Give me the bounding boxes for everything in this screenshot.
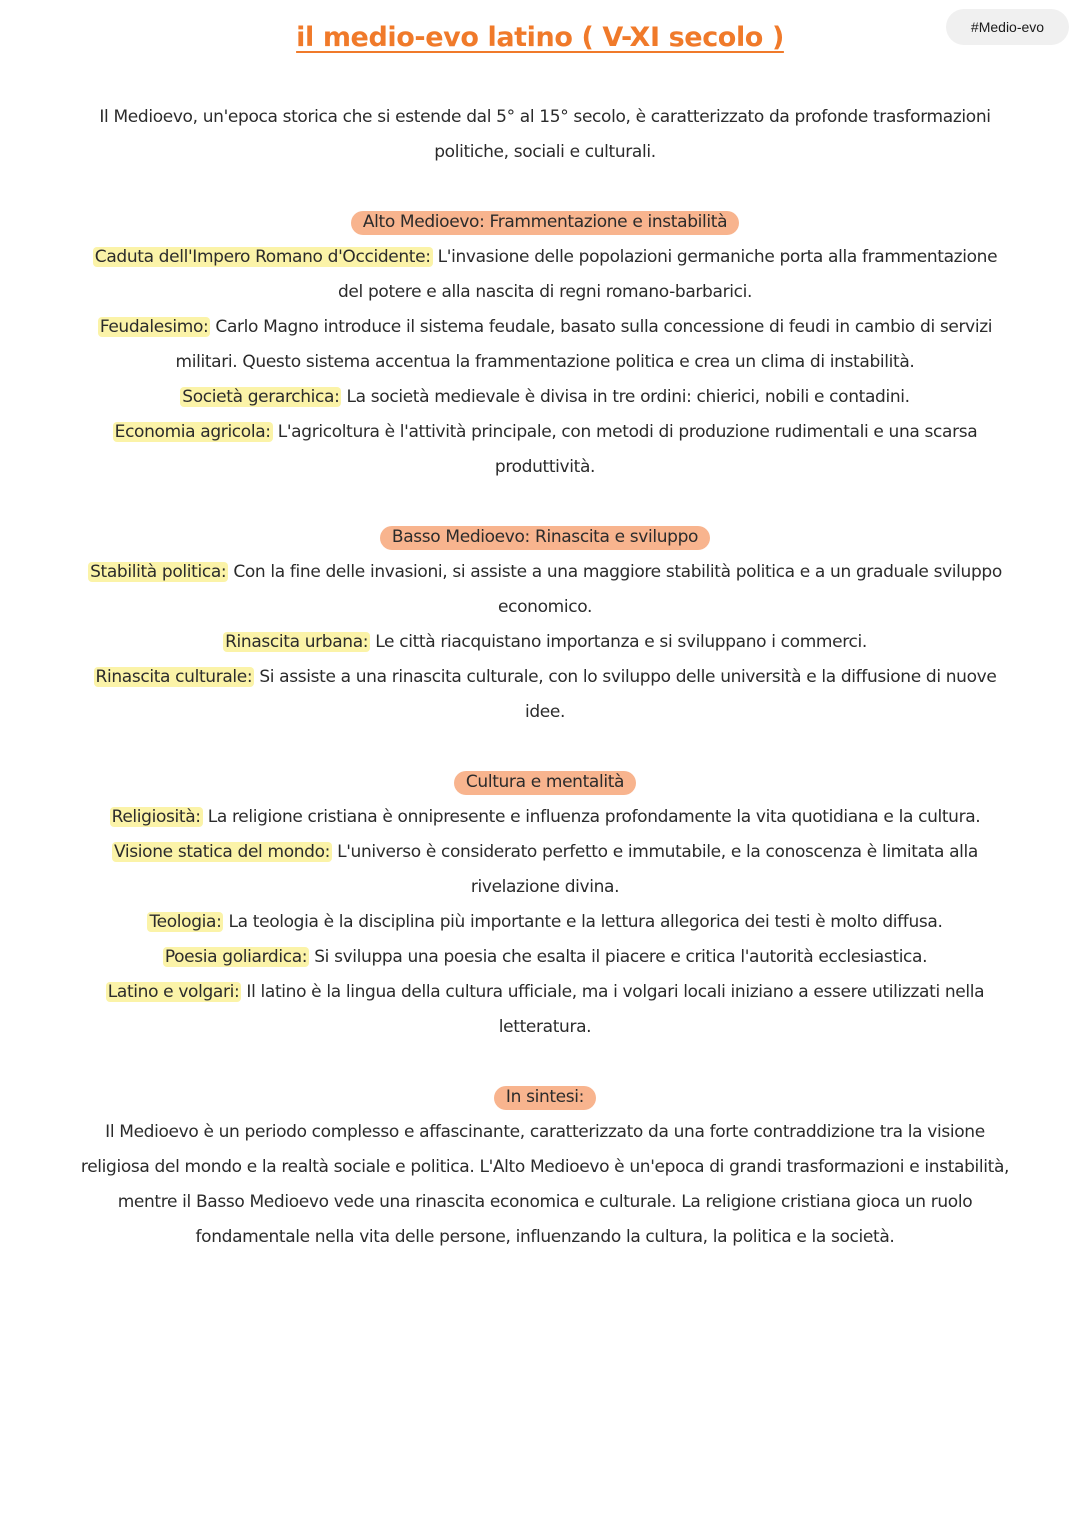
page-title <box>0 22 1080 53</box>
term-highlight: Stabilità politica: <box>90 562 227 582</box>
term-highlight: Rinascita urbana: <box>225 632 369 652</box>
intro-paragraph: Il Medioevo, un'epoca storica che si estende dal 5° al 15° secolo, è caratterizzato da profonde trasformazioni politiche, sociali e culturali. <box>99 107 991 162</box>
term-highlight: Società gerarchica: <box>182 387 340 407</box>
list-item <box>80 975 1010 1045</box>
term-description: L'universo è considerato perfetto e immutabile, e la conoscenza è limitata alla rivelazione divina. <box>332 842 978 897</box>
section-heading-label: Alto Medioevo: Frammentazione e instabilità <box>351 211 739 235</box>
list-item <box>80 660 1010 730</box>
term-description: Il latino è la lingua della cultura ufficiale, ma i volgari locali iniziano a essere utilizzati nella letteratura. <box>241 982 985 1037</box>
summary-paragraph: Il Medioevo è un periodo complesso e affascinante, caratterizzato da una forte contraddizione tra la visione religiosa del mondo e la realtà sociale e politica. L'Alto Medioevo è un'epoca di grandi trasformazioni e instabilità, mentre il Basso Medioevo vede una rinascita economica e culturale. La religione cristiana gioca un ruolo fondamentale nella vita delle persone, influenzando la cultura, la politica e la società. <box>80 1122 1010 1247</box>
term-highlight: Latino e volgari: <box>107 982 240 1002</box>
list-item <box>80 380 1010 415</box>
term-description: Carlo Magno introduce il sistema feudale, basato sulla concessione di feudi in cambio di servizi militari. Questo sistema accentua la frammentazione politica e crea un clima di instabilità. <box>175 317 993 372</box>
list-item <box>80 835 1010 905</box>
term-description: Le città riacquistano importanza e si sviluppano i commerci. <box>370 632 867 652</box>
section-heading-label: Basso Medioevo: Rinascita e sviluppo <box>380 526 710 550</box>
term-highlight: Economia agricola: <box>114 422 271 442</box>
list-item <box>80 625 1010 660</box>
term-highlight: Rinascita culturale: <box>95 667 253 687</box>
document-body <box>80 100 1010 1255</box>
term-highlight: Religiosità: <box>111 807 201 827</box>
hashtag-badge[interactable]: #Medio-evo <box>946 9 1069 45</box>
section-heading-label: Cultura e mentalità <box>454 771 636 795</box>
term-description: Si assiste a una rinascita culturale, con lo sviluppo delle università e la diffusione di nuove idee. <box>254 667 997 722</box>
term-highlight: Teologia: <box>149 912 222 932</box>
section-heading-basso-medioevo <box>80 520 1010 555</box>
list-item <box>80 415 1010 485</box>
term-description: L'agricoltura è l'attività principale, con metodi di produzione rudimentali e una scarsa produttività. <box>272 422 978 477</box>
term-highlight: Visione statica del mondo: <box>114 842 331 862</box>
list-item <box>80 800 1010 835</box>
section-heading-alto-medioevo <box>80 205 1010 240</box>
page-title-text: il medio-evo latino ( V-XI secolo ) <box>296 22 784 53</box>
list-item <box>80 555 1010 625</box>
summary-heading <box>80 1080 1010 1115</box>
term-highlight: Poesia goliardica: <box>164 947 308 967</box>
list-item <box>80 905 1010 940</box>
section-heading-cultura-mentalita <box>80 765 1010 800</box>
list-item <box>80 310 1010 380</box>
term-description: Si sviluppa una poesia che esalta il piacere e critica l'autorità ecclesiastica. <box>309 947 928 967</box>
term-description: L'invasione delle popolazioni germaniche porta alla frammentazione del potere e alla nascita di regni romano-barbarici. <box>337 247 998 302</box>
term-description: La teologia è la disciplina più importante e la lettura allegorica dei testi è molto diffusa. <box>223 912 943 932</box>
list-item <box>80 240 1010 310</box>
summary-heading-label: In sintesi: <box>494 1086 596 1110</box>
term-description: Con la fine delle invasioni, si assiste a una maggiore stabilità politica e a un graduale sviluppo economico. <box>228 562 1002 617</box>
term-description: La società medievale è divisa in tre ordini: chierici, nobili e contadini. <box>341 387 910 407</box>
term-highlight: Feudalesimo: <box>99 317 209 337</box>
term-description: La religione cristiana è onnipresente e influenza profondamente la vita quotidiana e la cultura. <box>202 807 981 827</box>
term-highlight: Caduta dell'Impero Romano d'Occidente: <box>94 247 431 267</box>
list-item <box>80 940 1010 975</box>
